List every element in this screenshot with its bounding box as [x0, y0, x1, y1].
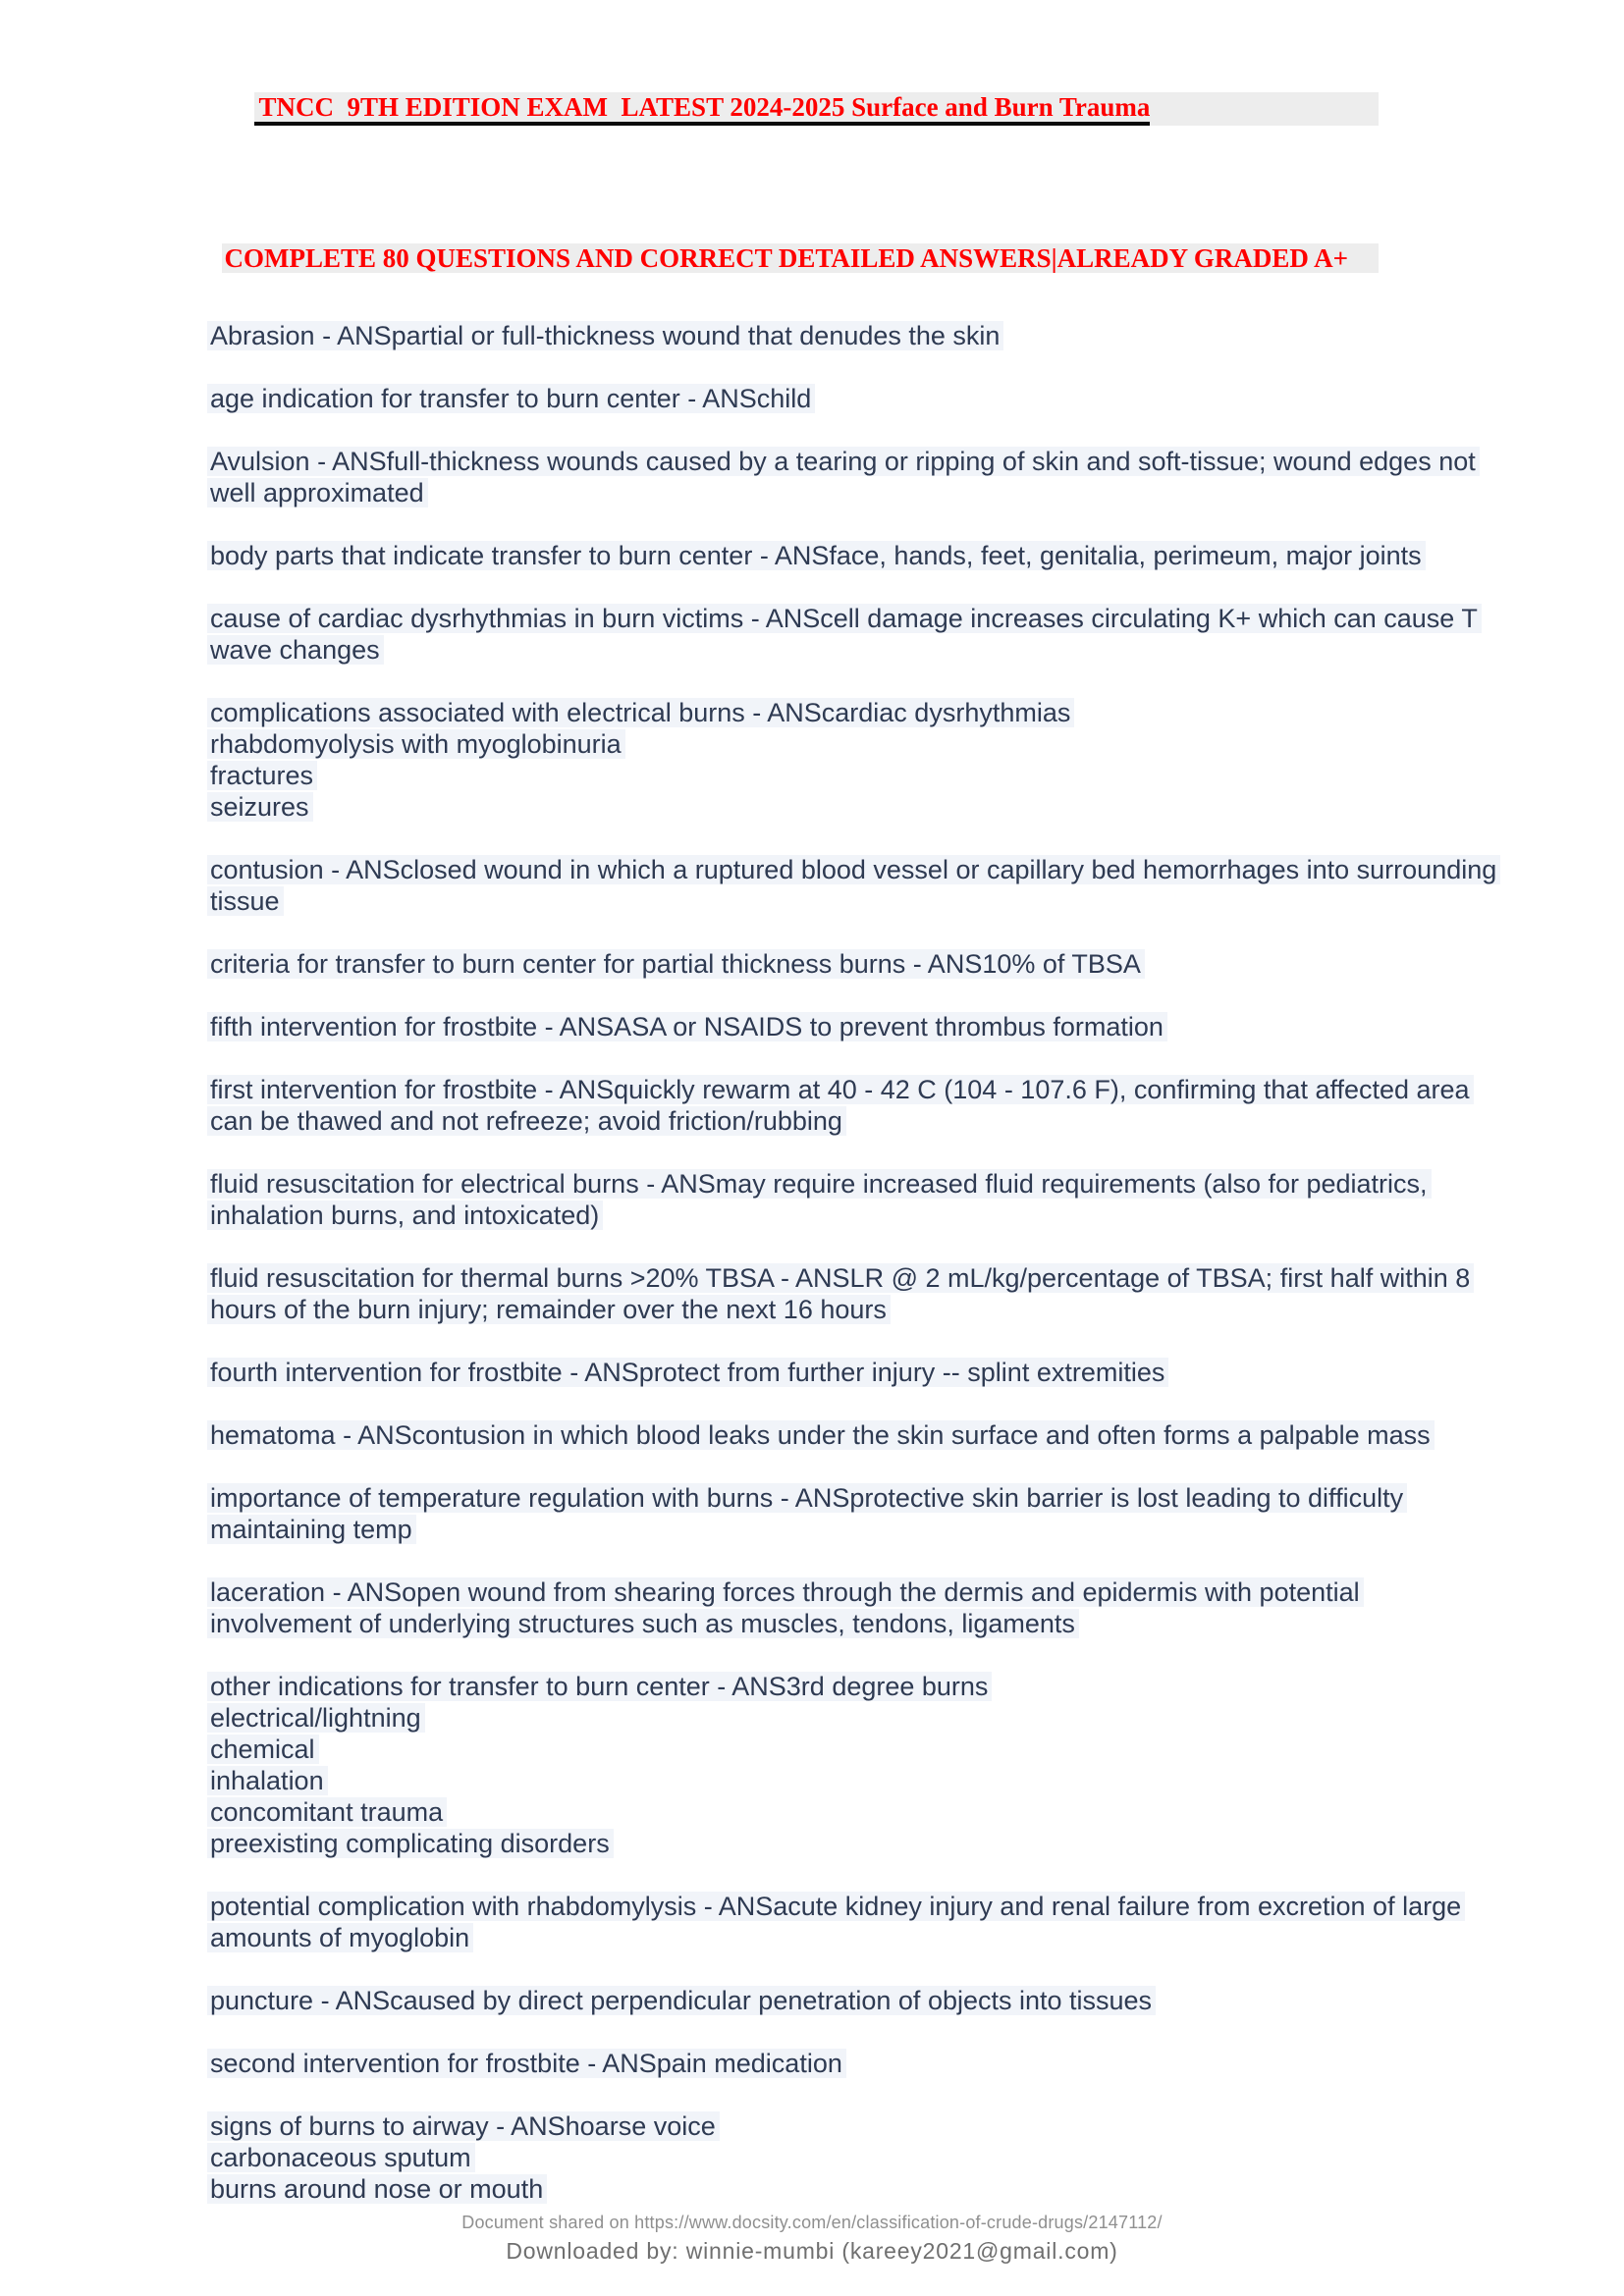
- qa-line: [210, 1734, 1565, 1765]
- qa-line: [210, 760, 1565, 791]
- document-footer: [0, 2212, 1624, 2264]
- qa-line-highlight: maintaining temp: [210, 1515, 412, 1544]
- qa-line-highlight: seizures: [210, 792, 309, 822]
- qa-line: [210, 1482, 1565, 1514]
- qa-line-highlight: laceration - ANSopen wound from shearing forces through the dermis and epidermis with potential: [210, 1577, 1360, 1607]
- qa-line-highlight: fluid resuscitation for electrical burns - ANSmay require increased fluid requirements (also for pediatrics,: [210, 1169, 1428, 1199]
- qa-line-highlight: Abrasion - ANSpartial or full-thickness wound that denudes the skin: [210, 321, 1001, 350]
- qa-line: [210, 1514, 1565, 1545]
- qa-line-highlight: age indication for transfer to burn center - ANSchild: [210, 384, 812, 413]
- title-line-1-highlight: [254, 92, 1379, 126]
- qa-line-highlight: fifth intervention for frostbite - ANSASA or NSAIDS to prevent thrombus formation: [210, 1012, 1164, 1041]
- qa-item: [210, 1671, 1565, 1859]
- qa-item: [210, 1419, 1565, 1451]
- qa-line-highlight: Avulsion - ANSfull-thickness wounds caused by a tearing or ripping of skin and soft-tissue; wound edges not: [210, 447, 1476, 476]
- title-line-2-row: [182, 214, 1379, 302]
- qa-item: [210, 320, 1565, 351]
- qa-line: [210, 320, 1565, 351]
- qa-line-highlight: amounts of myoglobin: [210, 1923, 470, 1952]
- qa-line-highlight: cause of cardiac dysrhythmias in burn victims - ANScell damage increases circulating K+ which can cause T: [210, 604, 1478, 633]
- qa-line: [210, 1011, 1565, 1042]
- qa-line-highlight: first intervention for frostbite - ANSquickly rewarm at 40 - 42 C (104 - 107.6 F), confirming that affected area: [210, 1075, 1470, 1104]
- qa-line-highlight: importance of temperature regulation with burns - ANSprotective skin barrier is lost leading to difficulty: [210, 1483, 1404, 1513]
- qa-item: [210, 854, 1565, 917]
- qa-line: [210, 383, 1565, 414]
- qa-line-highlight: can be thawed and not refreeze; avoid friction/rubbing: [210, 1106, 842, 1136]
- qa-line-highlight: hours of the burn injury; remainder over the next 16 hours: [210, 1295, 887, 1324]
- qa-line: [210, 1294, 1565, 1325]
- qa-line-highlight: other indications for transfer to burn center - ANS3rd degree burns: [210, 1672, 989, 1701]
- qa-line: [210, 2173, 1565, 2205]
- qa-line: [210, 1985, 1565, 2016]
- qa-line-highlight: second intervention for frostbite - ANSpain medication: [210, 2049, 842, 2078]
- qa-line: [210, 1828, 1565, 1859]
- qa-line: [210, 1357, 1565, 1388]
- qa-item: [210, 2048, 1565, 2079]
- document-title-line1: TNCC 9TH EDITION EXAM LATEST 2024-2025 Surface and Burn Trauma: [254, 92, 1151, 126]
- qa-line-highlight: electrical/lightning: [210, 1703, 421, 1733]
- qa-line-highlight: fractures: [210, 761, 314, 790]
- qa-line: [210, 1168, 1565, 1200]
- qa-line: [210, 885, 1565, 917]
- qa-line: [210, 2142, 1565, 2173]
- qa-line: [210, 791, 1565, 823]
- qa-item: [210, 540, 1565, 571]
- qa-line: [210, 603, 1565, 634]
- qa-line-highlight: involvement of underlying structures such as muscles, tendons, ligaments: [210, 1609, 1075, 1638]
- qa-item: [210, 1011, 1565, 1042]
- qa-line: [210, 446, 1565, 477]
- qa-line-highlight: body parts that indicate transfer to burn center - ANSface, hands, feet, genitalia, perimeum, major joints: [210, 541, 1422, 570]
- qa-item: [210, 383, 1565, 414]
- qa-item: [210, 446, 1565, 508]
- qa-line-highlight: contusion - ANSclosed wound in which a ruptured blood vessel or capillary bed hemorrhages into surrounding: [210, 855, 1497, 884]
- qa-line-highlight: hematoma - ANScontusion in which blood leaks under the skin surface and often forms a palpable mass: [210, 1420, 1431, 1450]
- qa-line: [210, 477, 1565, 508]
- qa-item: [210, 1168, 1565, 1231]
- qa-item: [210, 2110, 1565, 2205]
- document-title-line2: COMPLETE 80 QUESTIONS AND CORRECT DETAILED ANSWERS|ALREADY GRADED A+: [222, 243, 1379, 273]
- qa-line: [210, 1262, 1565, 1294]
- qa-line: [210, 1074, 1565, 1105]
- qa-line: [210, 728, 1565, 760]
- qa-line: [210, 1105, 1565, 1137]
- qa-line: [210, 854, 1565, 885]
- qa-line-highlight: chemical: [210, 1735, 315, 1764]
- qa-line: [210, 1922, 1565, 1953]
- qa-line-highlight: preexisting complicating disorders: [210, 1829, 610, 1858]
- qa-line: [210, 634, 1565, 666]
- qa-line-highlight: tissue: [210, 886, 280, 916]
- qa-line: [210, 697, 1565, 728]
- qa-line: [210, 1419, 1565, 1451]
- qa-item: [210, 948, 1565, 980]
- qa-item: [210, 1482, 1565, 1545]
- qa-line-highlight: carbonaceous sputum: [210, 2143, 471, 2172]
- qa-line-highlight: concomitant trauma: [210, 1797, 444, 1827]
- qa-line-highlight: burns around nose or mouth: [210, 2174, 544, 2204]
- qa-line: [210, 1671, 1565, 1702]
- qa-line-highlight: rhabdomyolysis with myoglobinuria: [210, 729, 622, 759]
- footer-downloaded-text: Downloaded by: winnie-mumbi (kareey2021@gmail.com): [506, 2238, 1118, 2264]
- qa-line-highlight: fluid resuscitation for thermal burns >20% TBSA - ANSLR @ 2 mL/kg/percentage of TBSA; first half within 8: [210, 1263, 1471, 1293]
- document-header: [182, 4, 1379, 361]
- qa-line: [210, 1796, 1565, 1828]
- qa-item: [210, 1262, 1565, 1325]
- qa-line: [210, 2110, 1565, 2142]
- qa-item: [210, 1576, 1565, 1639]
- qa-line: [210, 1702, 1565, 1734]
- qa-line-highlight: well approximated: [210, 478, 424, 507]
- qa-item: [210, 603, 1565, 666]
- qa-line-highlight: signs of burns to airway - ANShoarse voice: [210, 2111, 716, 2141]
- qa-line-highlight: puncture - ANScaused by direct perpendicular penetration of objects into tissues: [210, 1986, 1153, 2015]
- qa-line-highlight: criteria for transfer to burn center for partial thickness burns - ANS10% of TBSA: [210, 949, 1141, 979]
- qa-item: [210, 1891, 1565, 1953]
- qa-item: [210, 697, 1565, 823]
- qa-line: [210, 948, 1565, 980]
- qa-line: [210, 1576, 1565, 1608]
- qa-line: [210, 1891, 1565, 1922]
- footer-shared-text: Document shared on https://www.docsity.com/en/classification-of-crude-drugs/2147112/: [461, 2213, 1163, 2232]
- qa-line: [210, 540, 1565, 571]
- qa-item: [210, 1074, 1565, 1137]
- qa-line-highlight: potential complication with rhabdomylysis - ANSacute kidney injury and renal failure from excretion of large: [210, 1892, 1462, 1921]
- title-line-1-row: [214, 63, 1379, 155]
- qa-line: [210, 1200, 1565, 1231]
- qa-line-highlight: inhalation burns, and intoxicated): [210, 1201, 600, 1230]
- qa-line-highlight: inhalation: [210, 1766, 324, 1795]
- qa-line: [210, 2048, 1565, 2079]
- qa-item: [210, 1985, 1565, 2016]
- qa-line: [210, 1765, 1565, 1796]
- qa-line-highlight: complications associated with electrical burns - ANScardiac dysrhythmias: [210, 698, 1071, 727]
- qa-line-highlight: fourth intervention for frostbite - ANSprotect from further injury -- splint extremities: [210, 1358, 1165, 1387]
- qa-list: [210, 320, 1565, 2236]
- qa-item: [210, 1357, 1565, 1388]
- qa-line-highlight: wave changes: [210, 635, 380, 665]
- qa-line: [210, 1608, 1565, 1639]
